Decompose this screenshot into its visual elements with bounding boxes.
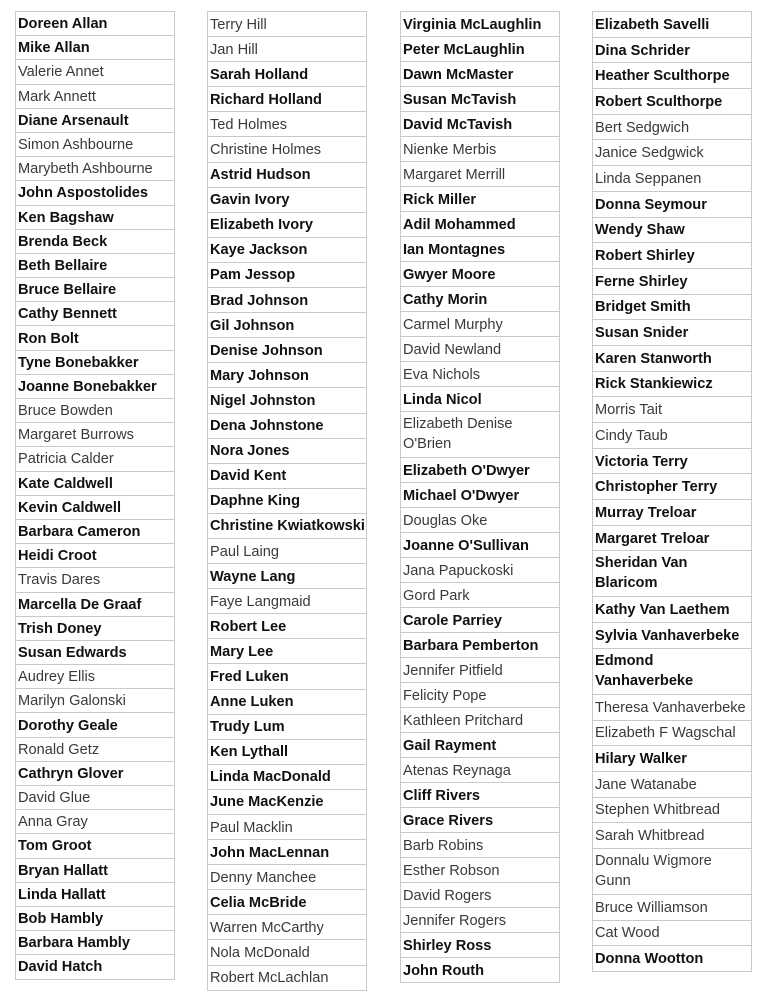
name-cell: Cathy Bennett [16, 302, 174, 326]
name-cell: Linda Nicol [401, 387, 559, 412]
name-cell: Ian Montagnes [401, 237, 559, 262]
name-cell: Cathy Morin [401, 287, 559, 312]
name-cell: Christine Holmes [208, 137, 366, 162]
name-cell: Bruce Bellaire [16, 278, 174, 302]
name-cell: Bert Sedgwich [593, 115, 751, 141]
name-cell: Esther Robson [401, 858, 559, 883]
name-cell: David Rogers [401, 883, 559, 908]
name-cell: Rick Miller [401, 187, 559, 212]
name-cell: Astrid Hudson [208, 163, 366, 188]
name-cell: Jane Watanabe [593, 772, 751, 798]
name-cell: Elizabeth Savelli [593, 12, 751, 38]
name-cell: Victoria Terry [593, 449, 751, 475]
name-cell: Dawn McMaster [401, 62, 559, 87]
name-cell: Marybeth Ashbourne [16, 157, 174, 181]
name-cell: Valerie Annet [16, 60, 174, 84]
name-cell: Heidi Croot [16, 544, 174, 568]
name-cell: Donna Seymour [593, 192, 751, 218]
name-cell: Paul Macklin [208, 815, 366, 840]
name-cell: Trish Doney [16, 617, 174, 641]
name-cell: Barbara Pemberton [401, 633, 559, 658]
name-cell: Shirley Ross [401, 933, 559, 958]
name-cell: Cathryn Glover [16, 762, 174, 786]
name-column-4 [592, 11, 752, 972]
name-cell: Faye Langmaid [208, 589, 366, 614]
name-cell: Barb Robins [401, 833, 559, 858]
name-cell: Virginia McLaughlin [401, 12, 559, 37]
name-cell: Susan Edwards [16, 641, 174, 665]
name-cell: David Glue [16, 786, 174, 810]
name-cell: Dina Schrider [593, 38, 751, 64]
name-cell: Bruce Williamson [593, 895, 751, 921]
name-cell: Mary Johnson [208, 363, 366, 388]
name-cell: Gwyer Moore [401, 262, 559, 287]
name-cell: Jan Hill [208, 37, 366, 62]
name-cell: Cliff Rivers [401, 783, 559, 808]
name-cell: Trudy Lum [208, 715, 366, 740]
name-cell: Kathleen Pritchard [401, 708, 559, 733]
name-cell: June MacKenzie [208, 790, 366, 815]
name-cell: Ken Bagshaw [16, 206, 174, 230]
name-cell: Grace Rivers [401, 808, 559, 833]
name-cell: Anne Luken [208, 690, 366, 715]
name-cell: Daphne King [208, 489, 366, 514]
name-cell: Jennifer Rogers [401, 908, 559, 933]
name-cell: Donna Wootton [593, 946, 751, 972]
name-cell: Nienke Merbis [401, 137, 559, 162]
name-cell: Warren McCarthy [208, 915, 366, 940]
name-cell: Ferne Shirley [593, 269, 751, 295]
name-cell: Sarah Holland [208, 62, 366, 87]
name-cell: Sheridan Van Blaricom [593, 551, 751, 597]
name-cell: Marcella De Graaf [16, 593, 174, 617]
name-cell: Fred Luken [208, 664, 366, 689]
name-cell: Karen Stanworth [593, 346, 751, 372]
name-cell: John Routh [401, 958, 559, 983]
name-cell: John Aspostolides [16, 181, 174, 205]
name-cell: Elizabeth O'Dwyer [401, 458, 559, 483]
name-cell: Ken Lythall [208, 740, 366, 765]
name-cell: Gail Rayment [401, 733, 559, 758]
name-cell: Pam Jessop [208, 263, 366, 288]
name-cell: John MacLennan [208, 840, 366, 865]
name-cell: Peter McLaughlin [401, 37, 559, 62]
name-cell: Felicity Pope [401, 683, 559, 708]
name-cell: Paul Laing [208, 539, 366, 564]
name-cell: David Hatch [16, 955, 174, 979]
name-cell: Brenda Beck [16, 230, 174, 254]
name-cell: Gord Park [401, 583, 559, 608]
name-cell: Janice Sedgwick [593, 140, 751, 166]
name-cell: Denny Manchee [208, 865, 366, 890]
name-cell: Mark Annett [16, 85, 174, 109]
name-cell: Audrey Ellis [16, 665, 174, 689]
name-cell: Wayne Lang [208, 564, 366, 589]
name-cell: Ron Bolt [16, 326, 174, 350]
name-cell: Linda MacDonald [208, 765, 366, 790]
name-cell: Nola McDonald [208, 940, 366, 965]
name-cell: Christine Kwiatkowski [208, 514, 366, 539]
name-cell: Atenas Reynaga [401, 758, 559, 783]
name-cell: David Newland [401, 337, 559, 362]
name-cell: Jennifer Pitfield [401, 658, 559, 683]
name-cell: Ronald Getz [16, 738, 174, 762]
name-cell: Sylvia Vanhaverbeke [593, 623, 751, 649]
name-cell: David McTavish [401, 112, 559, 137]
name-cell: Richard Holland [208, 87, 366, 112]
name-cell: Elizabeth Ivory [208, 213, 366, 238]
name-cell: Nigel Johnston [208, 388, 366, 413]
name-cell: Cat Wood [593, 921, 751, 947]
name-column-2 [207, 11, 367, 991]
name-cell: Hilary Walker [593, 746, 751, 772]
name-cell: Marilyn Galonski [16, 689, 174, 713]
name-cell: Linda Seppanen [593, 166, 751, 192]
name-cell: Morris Tait [593, 397, 751, 423]
name-cell: Joanne Bonebakker [16, 375, 174, 399]
name-cell: Robert Shirley [593, 243, 751, 269]
name-cell: Donnalu Wigmore Gunn [593, 849, 751, 895]
name-cell: Linda Hallatt [16, 883, 174, 907]
name-cell: Gavin Ivory [208, 188, 366, 213]
name-cell: Theresa Vanhaverbeke [593, 695, 751, 721]
name-cell: Bryan Hallatt [16, 859, 174, 883]
name-cell: Douglas Oke [401, 508, 559, 533]
name-cell: Cindy Taub [593, 423, 751, 449]
name-cell: Dorothy Geale [16, 713, 174, 737]
name-cell: Susan McTavish [401, 87, 559, 112]
name-cell: Margaret Merrill [401, 162, 559, 187]
name-cell: Sarah Whitbread [593, 823, 751, 849]
name-cell: Christopher Terry [593, 474, 751, 500]
name-cell: Beth Bellaire [16, 254, 174, 278]
name-cell: Bridget Smith [593, 295, 751, 321]
name-cell: Margaret Treloar [593, 526, 751, 552]
name-cell: Adil Mohammed [401, 212, 559, 237]
name-cell: Rick Stankiewicz [593, 372, 751, 398]
name-cell: Michael O'Dwyer [401, 483, 559, 508]
name-cell: Dena Johnstone [208, 414, 366, 439]
name-cell: Mike Allan [16, 36, 174, 60]
name-cell: Mary Lee [208, 639, 366, 664]
name-cell: Eva Nichols [401, 362, 559, 387]
name-cell: Bruce Bowden [16, 399, 174, 423]
name-cell: Ted Holmes [208, 112, 366, 137]
name-cell: Wendy Shaw [593, 218, 751, 244]
name-cell: Carole Parriey [401, 608, 559, 633]
name-cell: Carmel Murphy [401, 312, 559, 337]
name-cell: Heather Sculthorpe [593, 63, 751, 89]
name-cell: Denise Johnson [208, 338, 366, 363]
name-cell: Tom Groot [16, 834, 174, 858]
name-cell: Barbara Cameron [16, 520, 174, 544]
name-cell: Kate Caldwell [16, 472, 174, 496]
name-column-1 [15, 11, 175, 980]
name-cell: Susan Snider [593, 320, 751, 346]
name-cell: Elizabeth F Wagschal [593, 721, 751, 747]
name-cell: Stephen Whitbread [593, 798, 751, 824]
name-cell: Joanne O'Sullivan [401, 533, 559, 558]
name-cell: David Kent [208, 464, 366, 489]
name-cell: Nora Jones [208, 439, 366, 464]
name-cell: Anna Gray [16, 810, 174, 834]
name-cell: Robert McLachlan [208, 966, 366, 991]
name-cell: Tyne Bonebakker [16, 351, 174, 375]
name-cell: Jana Papuckoski [401, 558, 559, 583]
name-cell: Celia McBride [208, 890, 366, 915]
name-cell: Diane Arsenault [16, 109, 174, 133]
name-cell: Robert Lee [208, 614, 366, 639]
name-cell: Patricia Calder [16, 447, 174, 471]
name-cell: Elizabeth Denise O'Brien [401, 412, 559, 458]
name-cell: Kevin Caldwell [16, 496, 174, 520]
name-cell: Doreen Allan [16, 12, 174, 36]
name-cell: Bob Hambly [16, 907, 174, 931]
name-cell: Robert Sculthorpe [593, 89, 751, 115]
name-cell: Kathy Van Laethem [593, 597, 751, 623]
name-cell: Margaret Burrows [16, 423, 174, 447]
name-cell: Edmond Vanhaverbeke [593, 649, 751, 695]
name-cell: Simon Ashbourne [16, 133, 174, 157]
name-column-3 [400, 11, 560, 983]
name-cell: Murray Treloar [593, 500, 751, 526]
name-cell: Terry Hill [208, 12, 366, 37]
name-cell: Gil Johnson [208, 313, 366, 338]
name-cell: Brad Johnson [208, 288, 366, 313]
name-cell: Barbara Hambly [16, 931, 174, 955]
name-cell: Travis Dares [16, 568, 174, 592]
name-cell: Kaye Jackson [208, 238, 366, 263]
